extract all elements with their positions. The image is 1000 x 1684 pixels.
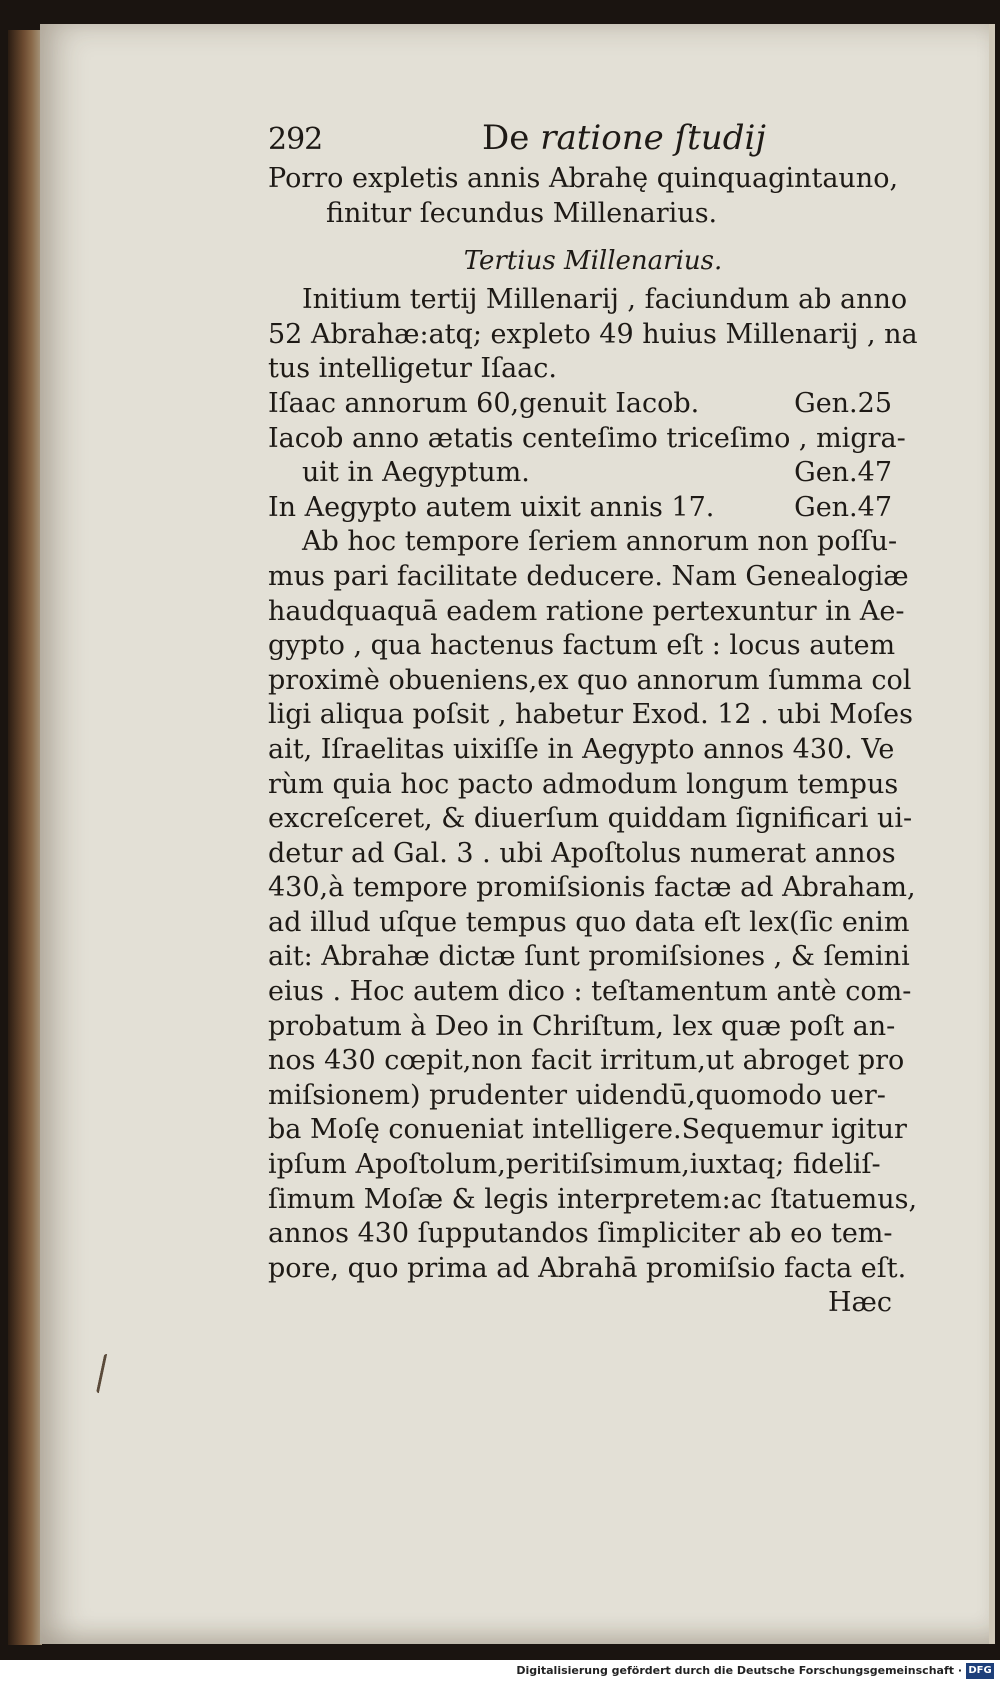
footer-bar bbox=[0, 1660, 1000, 1684]
text-line: haudquaquā eadem ratione pertexuntur in Ae- bbox=[268, 595, 905, 627]
text-line: nos 430 cœpit,non facit irritum,ut abroget pro bbox=[268, 1045, 905, 1077]
entry-reference: Gen.47 bbox=[794, 491, 892, 523]
text-line: ad illud uſque tempus quo data eſt lex(ſic enim bbox=[268, 906, 910, 938]
entry-text: In Aegypto autem uixit annis 17. bbox=[268, 491, 715, 523]
text-line: 52 Abrahæ:atq; expleto 49 huius Millenarij , na bbox=[268, 318, 918, 350]
entry-reference: Gen.47 bbox=[794, 457, 892, 489]
text-line: gypto , qua hactenus factum eſt : locus autem bbox=[268, 630, 896, 662]
footer-credit: Digitalisierung gefördert durch die Deutsche Forschungsgemeinschaft · bbox=[516, 1664, 962, 1677]
text-line: ba Moſę conueniat intelligere.Sequemur igitur bbox=[268, 1114, 907, 1146]
text-line: ligi aliqua poſsit , habetur Exod. 12 . ubi Moſes bbox=[268, 699, 913, 731]
page-edge bbox=[989, 24, 995, 1644]
page-number: 292 bbox=[268, 122, 323, 157]
text-line: mus pari facilitate deducere. Nam Genealogiæ bbox=[268, 560, 909, 592]
chronology-entry bbox=[268, 422, 928, 457]
text-line: ſimum Moſæ & legis interpretem:ac ſtatuemus, bbox=[268, 1183, 918, 1215]
text-line: pore, quo prima ad Abrahā promiſsio facta eſt. bbox=[268, 1252, 907, 1284]
text-block bbox=[268, 118, 928, 1321]
text-line: tus intelligetur Iſaac. bbox=[268, 353, 557, 385]
section-heading: Tertius Millenarius. bbox=[463, 246, 723, 277]
entry-text: uit in Aegyptum. bbox=[302, 457, 530, 489]
text-line: 430,à tempore promiſsionis factæ ad Abraham, bbox=[268, 872, 916, 904]
text-line: eius . Hoc autem dico : teſtamentum antè com- bbox=[268, 976, 912, 1008]
chronology-entry bbox=[268, 387, 928, 422]
entry-text: Iſaac annorum 60,genuit Iacob. bbox=[268, 387, 700, 419]
text-line: probatum à Deo in Chriſtum, lex quæ poſt an- bbox=[268, 1010, 896, 1042]
text-line: rùm quia hoc pacto admodum longum tempus bbox=[268, 768, 899, 800]
text-line: ait: Abrahæ dictæ ſunt promiſsiones , & ſemini bbox=[268, 941, 910, 973]
text-line: Initium tertij Millenarij , faciundum ab anno bbox=[302, 284, 908, 316]
dfg-logo-icon: DFG bbox=[966, 1663, 994, 1679]
catchword: Hæc bbox=[827, 1287, 892, 1319]
text-line: ait, Iſraelitas uixiſſe in Aegypto annos 430. Ve bbox=[268, 733, 895, 765]
text-line: Porro expletis annis Abrahę quinquagintauno, bbox=[268, 163, 899, 194]
entry-text: Iacob anno ætatis centeſimo triceſimo , migra- bbox=[268, 422, 906, 454]
text-line: excreſceret, & diuerſum quiddam ſignificari ui- bbox=[268, 803, 913, 835]
book-spine bbox=[8, 30, 42, 1645]
page-header bbox=[268, 118, 928, 162]
running-head-roman: De bbox=[482, 118, 530, 158]
text-line: finitur ſecundus Millenarius. bbox=[326, 197, 718, 229]
text-line: proximè obueniens,ex quo annorum ſumma col bbox=[268, 664, 912, 696]
text-line: ipſum Apoſtolum,peritiſsimum,iuxtaq; fideliſ- bbox=[268, 1149, 881, 1181]
running-head bbox=[482, 118, 766, 158]
text-line: annos 430 ſupputandos ſimpliciter ab eo tem- bbox=[268, 1218, 893, 1250]
text-line: miſsionem) prudenter uidendū,quomodo uer- bbox=[268, 1079, 886, 1111]
text-line: detur ad Gal. 3 . ubi Apoſtolus numerat annos bbox=[268, 837, 896, 869]
chronology-entry bbox=[268, 491, 928, 526]
chronology-entry bbox=[268, 456, 928, 491]
margin-mark bbox=[96, 1354, 113, 1395]
entry-reference: Gen.25 bbox=[794, 387, 892, 419]
text-line: Ab hoc tempore ſeriem annorum non poſſu- bbox=[302, 526, 898, 558]
running-head-italic: ratione ſtudij bbox=[540, 118, 766, 158]
